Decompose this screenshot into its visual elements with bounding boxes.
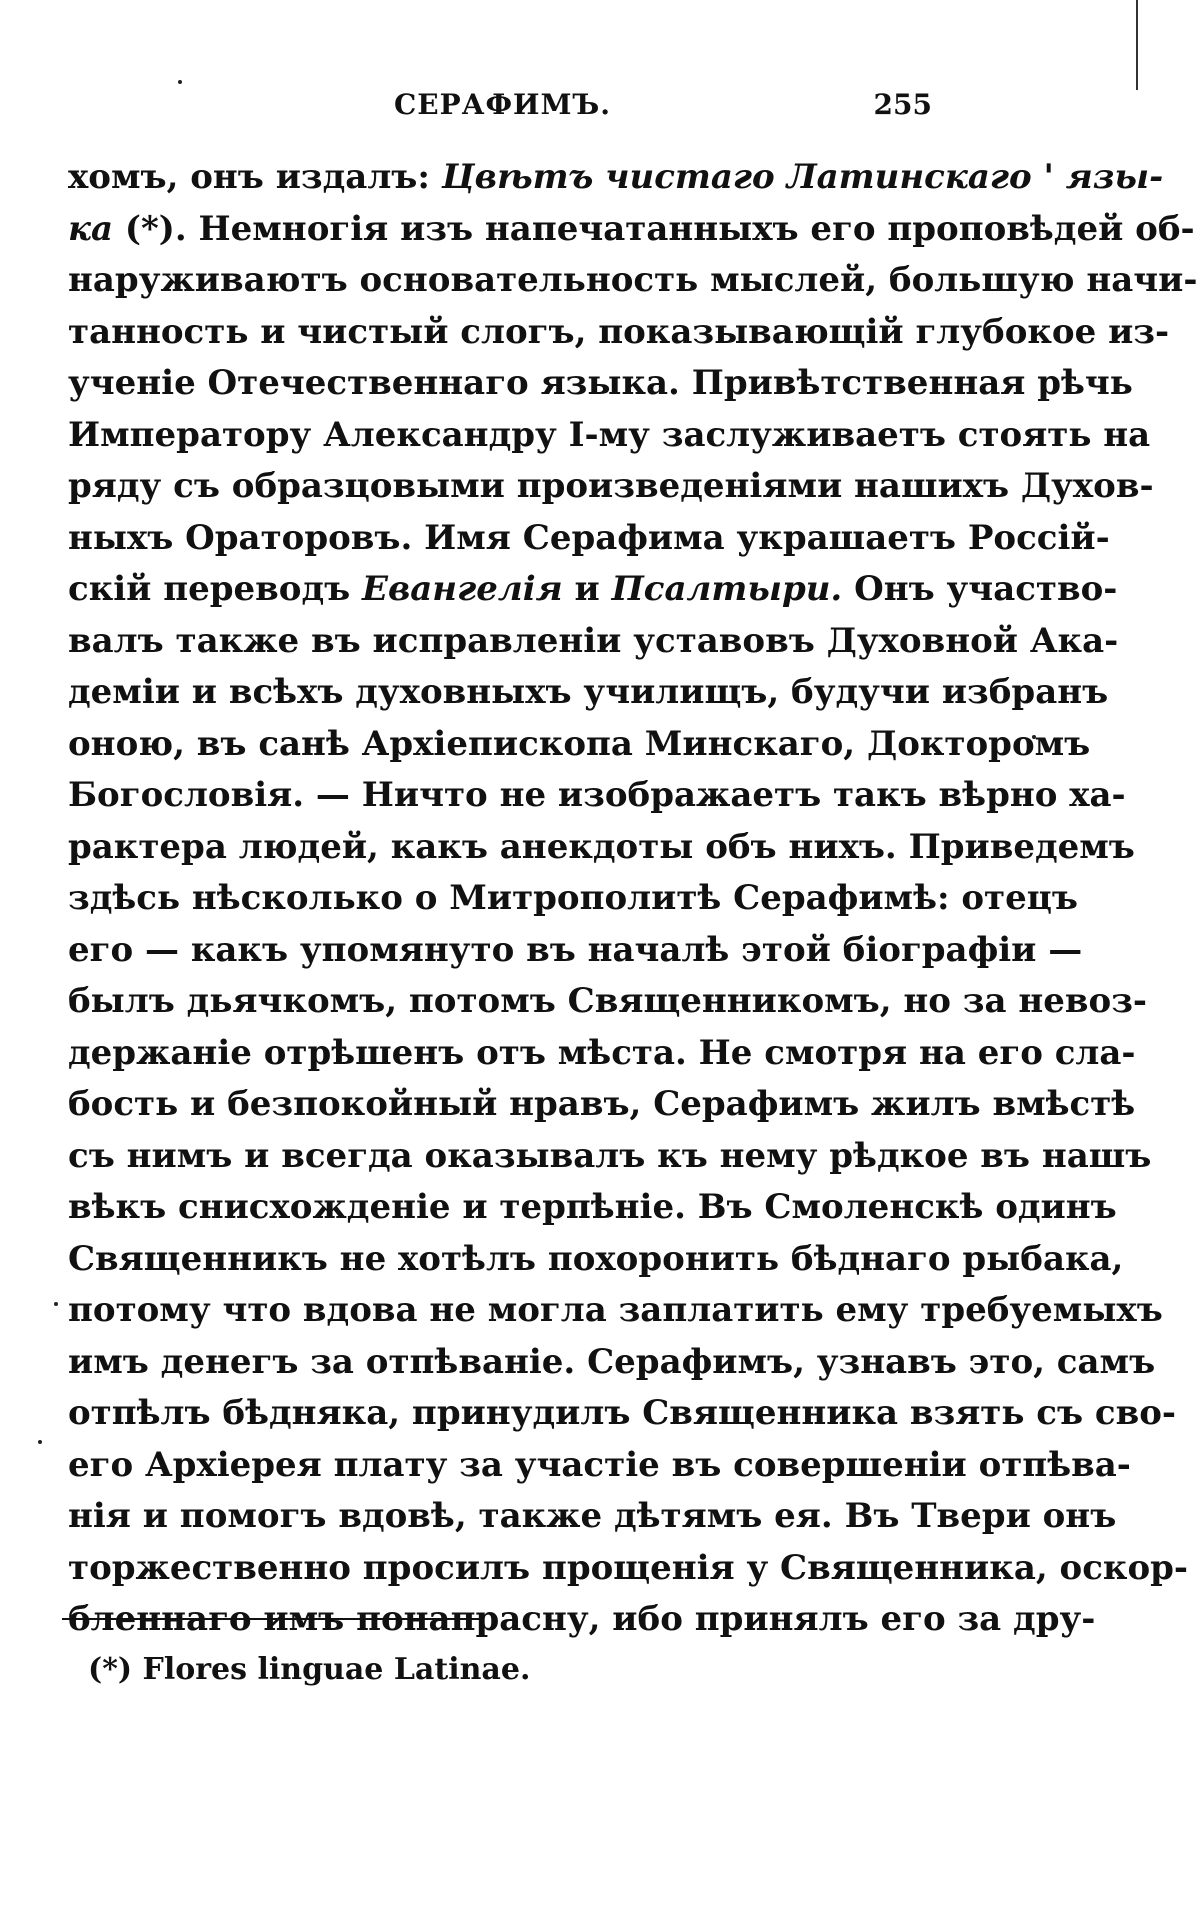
text-line: оною, въ санѣ Архіепископа Минскаго, Докторомъ bbox=[68, 723, 1091, 764]
scan-edge-mark bbox=[1136, 0, 1138, 90]
text-line: ка (*). Немногія изъ напечатанныхъ его проповѣдей об- bbox=[68, 208, 1195, 249]
footnote-divider bbox=[62, 1618, 482, 1620]
text-line: нія и помогъ вдовѣ, также дѣтямъ ея. Въ Твери онъ bbox=[68, 1496, 1117, 1536]
scan-speck bbox=[38, 1440, 42, 1444]
text-line: здѣсь нѣсколько о Митрополитѣ Серафимѣ: отецъ bbox=[68, 878, 1078, 918]
footnote-text: Flores linguae Latinae. bbox=[142, 1652, 531, 1687]
text-line: хомъ, онъ издалъ: Цвѣтъ чистаго Латинскаго ' язы- bbox=[68, 157, 1164, 197]
running-title: СЕРАФИМЪ. bbox=[393, 88, 612, 121]
page-header bbox=[65, 88, 940, 128]
text-line: ряду съ образцовыми произведеніями нашихъ Духов- bbox=[68, 466, 1154, 506]
text-line: торжественно просилъ прощенія у Священника, оскор- bbox=[68, 1547, 1189, 1588]
text-line: съ нимъ и всегда оказывалъ къ нему рѣдкое въ нашъ bbox=[68, 1135, 1152, 1176]
text-line: вѣкъ снисхожденіе и терпѣніе. Въ Смоленскѣ одинъ bbox=[68, 1187, 1117, 1227]
text-line: наруживаютъ основательность мыслей, большую начи- bbox=[68, 260, 1197, 300]
text-line: бость и безпокойный нравъ, Серафимъ жилъ вмѣстѣ bbox=[68, 1084, 1136, 1124]
text-line: Священникъ не хотѣлъ похоронить бѣднаго рыбака, bbox=[68, 1238, 1124, 1279]
text-line: танность и чистый слогъ, показывающій глубокое из- bbox=[68, 311, 1170, 352]
text-line: потому что вдова не могла заплатить ему требуемыхъ bbox=[68, 1290, 1163, 1330]
text-line: Богословія. — Ничто не изображаетъ такъ вѣрно ха- bbox=[68, 775, 1126, 815]
text-line: ныхъ Ораторовъ. Имя Серафима украшаетъ Россій- bbox=[68, 517, 1110, 558]
footnote-marker: (*) bbox=[88, 1652, 133, 1687]
text-line: валъ также въ исправленіи уставовъ Духовной Ака- bbox=[68, 620, 1119, 661]
text-line: отпѣлъ бѣдняка, принудилъ Священника взять съ сво- bbox=[68, 1393, 1177, 1433]
text-line: держаніе отрѣшенъ отъ мѣста. Не смотря на его сла- bbox=[68, 1032, 1136, 1073]
footnote bbox=[88, 1652, 530, 1687]
text-line: ученіе Отечественнаго языка. Привѣтственная рѣчь bbox=[68, 363, 1133, 403]
text-line: имъ денегъ за отпѣваніе. Серафимъ, узнавъ это, самъ bbox=[68, 1341, 1156, 1382]
scan-speck bbox=[178, 80, 182, 84]
page-number: 255 bbox=[873, 88, 932, 121]
text-line: рактера людей, какъ анекдоты объ нихъ. Приведемъ bbox=[68, 826, 1135, 867]
text-line: деміи и всѣхъ духовныхъ училищъ, будучи избранъ bbox=[68, 672, 1109, 712]
text-line: бленнаго имъ понапрасну, ибо принялъ его за дру- bbox=[68, 1599, 1096, 1639]
body-text bbox=[68, 152, 1197, 1652]
text-line: былъ дьячкомъ, потомъ Священникомъ, но за невоз- bbox=[68, 981, 1148, 1021]
text-line: его — какъ упомянуто въ началѣ этой біографіи — bbox=[68, 929, 1083, 970]
text-line: его Архіерея плату за участіе въ совершеніи отпѣва- bbox=[68, 1444, 1131, 1485]
scan-speck bbox=[54, 1302, 58, 1306]
text-line: скій переводъ Евангелія и Псалтыри. Онъ участво- bbox=[68, 569, 1118, 609]
text-line: Императору Александру I-му заслуживаетъ стоять на bbox=[68, 414, 1151, 455]
